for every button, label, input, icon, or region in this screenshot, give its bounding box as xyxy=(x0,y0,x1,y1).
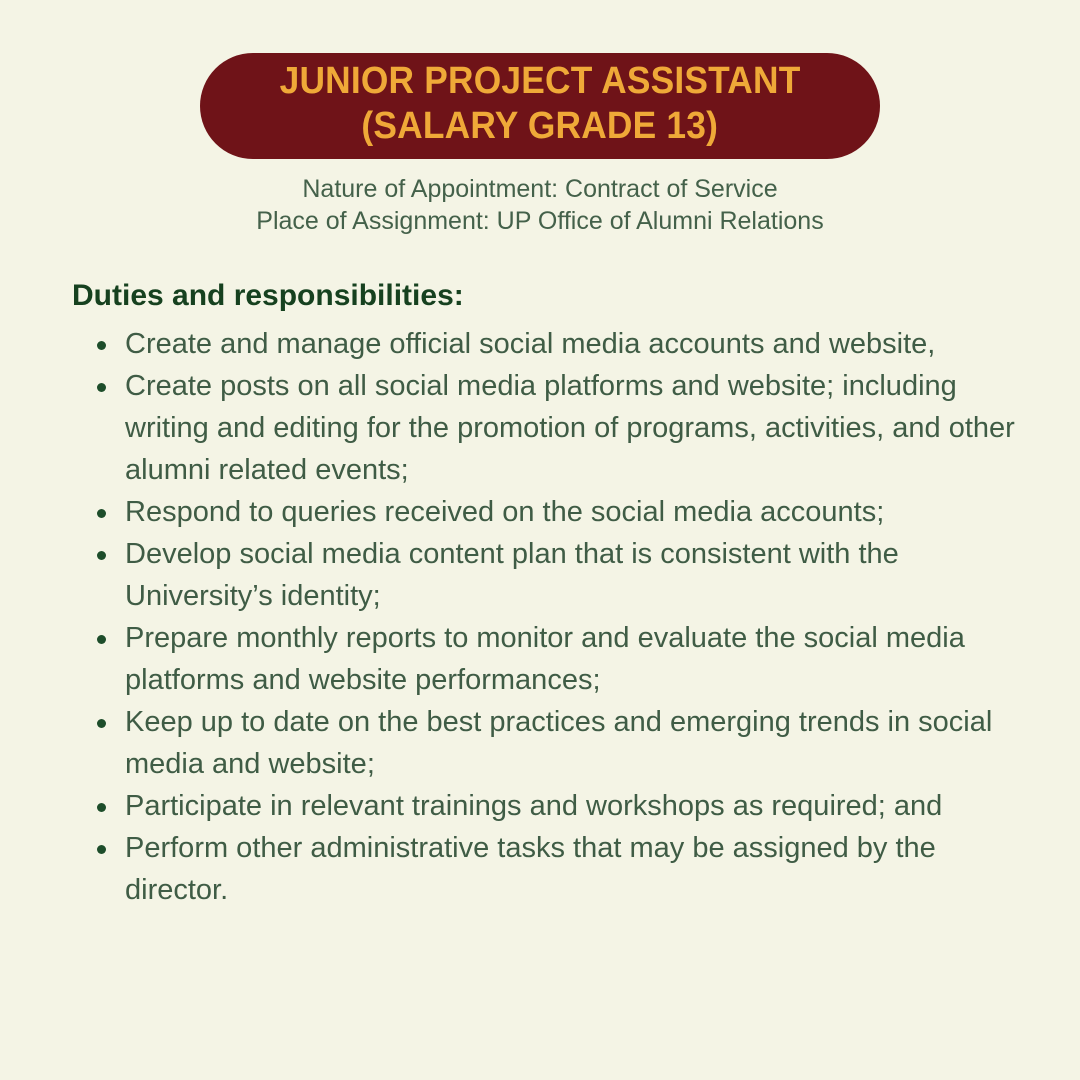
list-item-text: Participate in relevant trainings and workshops as required; and xyxy=(125,790,943,822)
list-item xyxy=(95,785,1040,827)
appointment-details xyxy=(0,173,1080,237)
title-banner xyxy=(200,53,880,159)
list-item xyxy=(95,827,1040,911)
bullet-dot-icon xyxy=(97,551,106,560)
list-item-text: Prepare monthly reports to monitor and evaluate the social media platforms and website performances; xyxy=(125,622,965,696)
list-item-text: Develop social media content plan that is consistent with the University’s identity; xyxy=(125,538,899,612)
list-item xyxy=(95,533,1040,617)
list-item xyxy=(95,701,1040,785)
list-item xyxy=(95,365,1040,491)
job-title-line-2: (SALARY GRADE 13) xyxy=(361,105,719,147)
duties-list xyxy=(0,323,1080,911)
list-item-text: Create and manage official social media accounts and website, xyxy=(125,328,936,360)
list-item xyxy=(95,491,1040,533)
list-item xyxy=(95,617,1040,701)
bullet-dot-icon xyxy=(97,635,106,644)
list-item-text: Perform other administrative tasks that may be assigned by the director. xyxy=(125,832,936,906)
bullet-dot-icon xyxy=(97,803,106,812)
job-title-line-1: JUNIOR PROJECT ASSISTANT xyxy=(279,60,801,102)
list-item-text: Keep up to date on the best practices and emerging trends in social media and website; xyxy=(125,706,993,780)
bullet-dot-icon xyxy=(97,719,106,728)
list-item-text: Respond to queries received on the social media accounts; xyxy=(125,496,885,528)
bullet-dot-icon xyxy=(97,341,106,350)
duties-heading: Duties and responsibilities: xyxy=(72,279,464,312)
list-item xyxy=(95,323,1040,365)
bullet-dot-icon xyxy=(97,845,106,854)
list-item-text: Create posts on all social media platforms and website; including writing and editing for the promotion of programs, activities, and other alumni related events; xyxy=(125,370,1015,486)
bullet-dot-icon xyxy=(97,383,106,392)
title-banner-wrapper xyxy=(0,0,1080,159)
bullet-dot-icon xyxy=(97,509,106,518)
nature-of-appointment: Nature of Appointment: Contract of Service xyxy=(302,175,778,203)
place-of-assignment: Place of Assignment: UP Office of Alumni Relations xyxy=(256,207,824,235)
